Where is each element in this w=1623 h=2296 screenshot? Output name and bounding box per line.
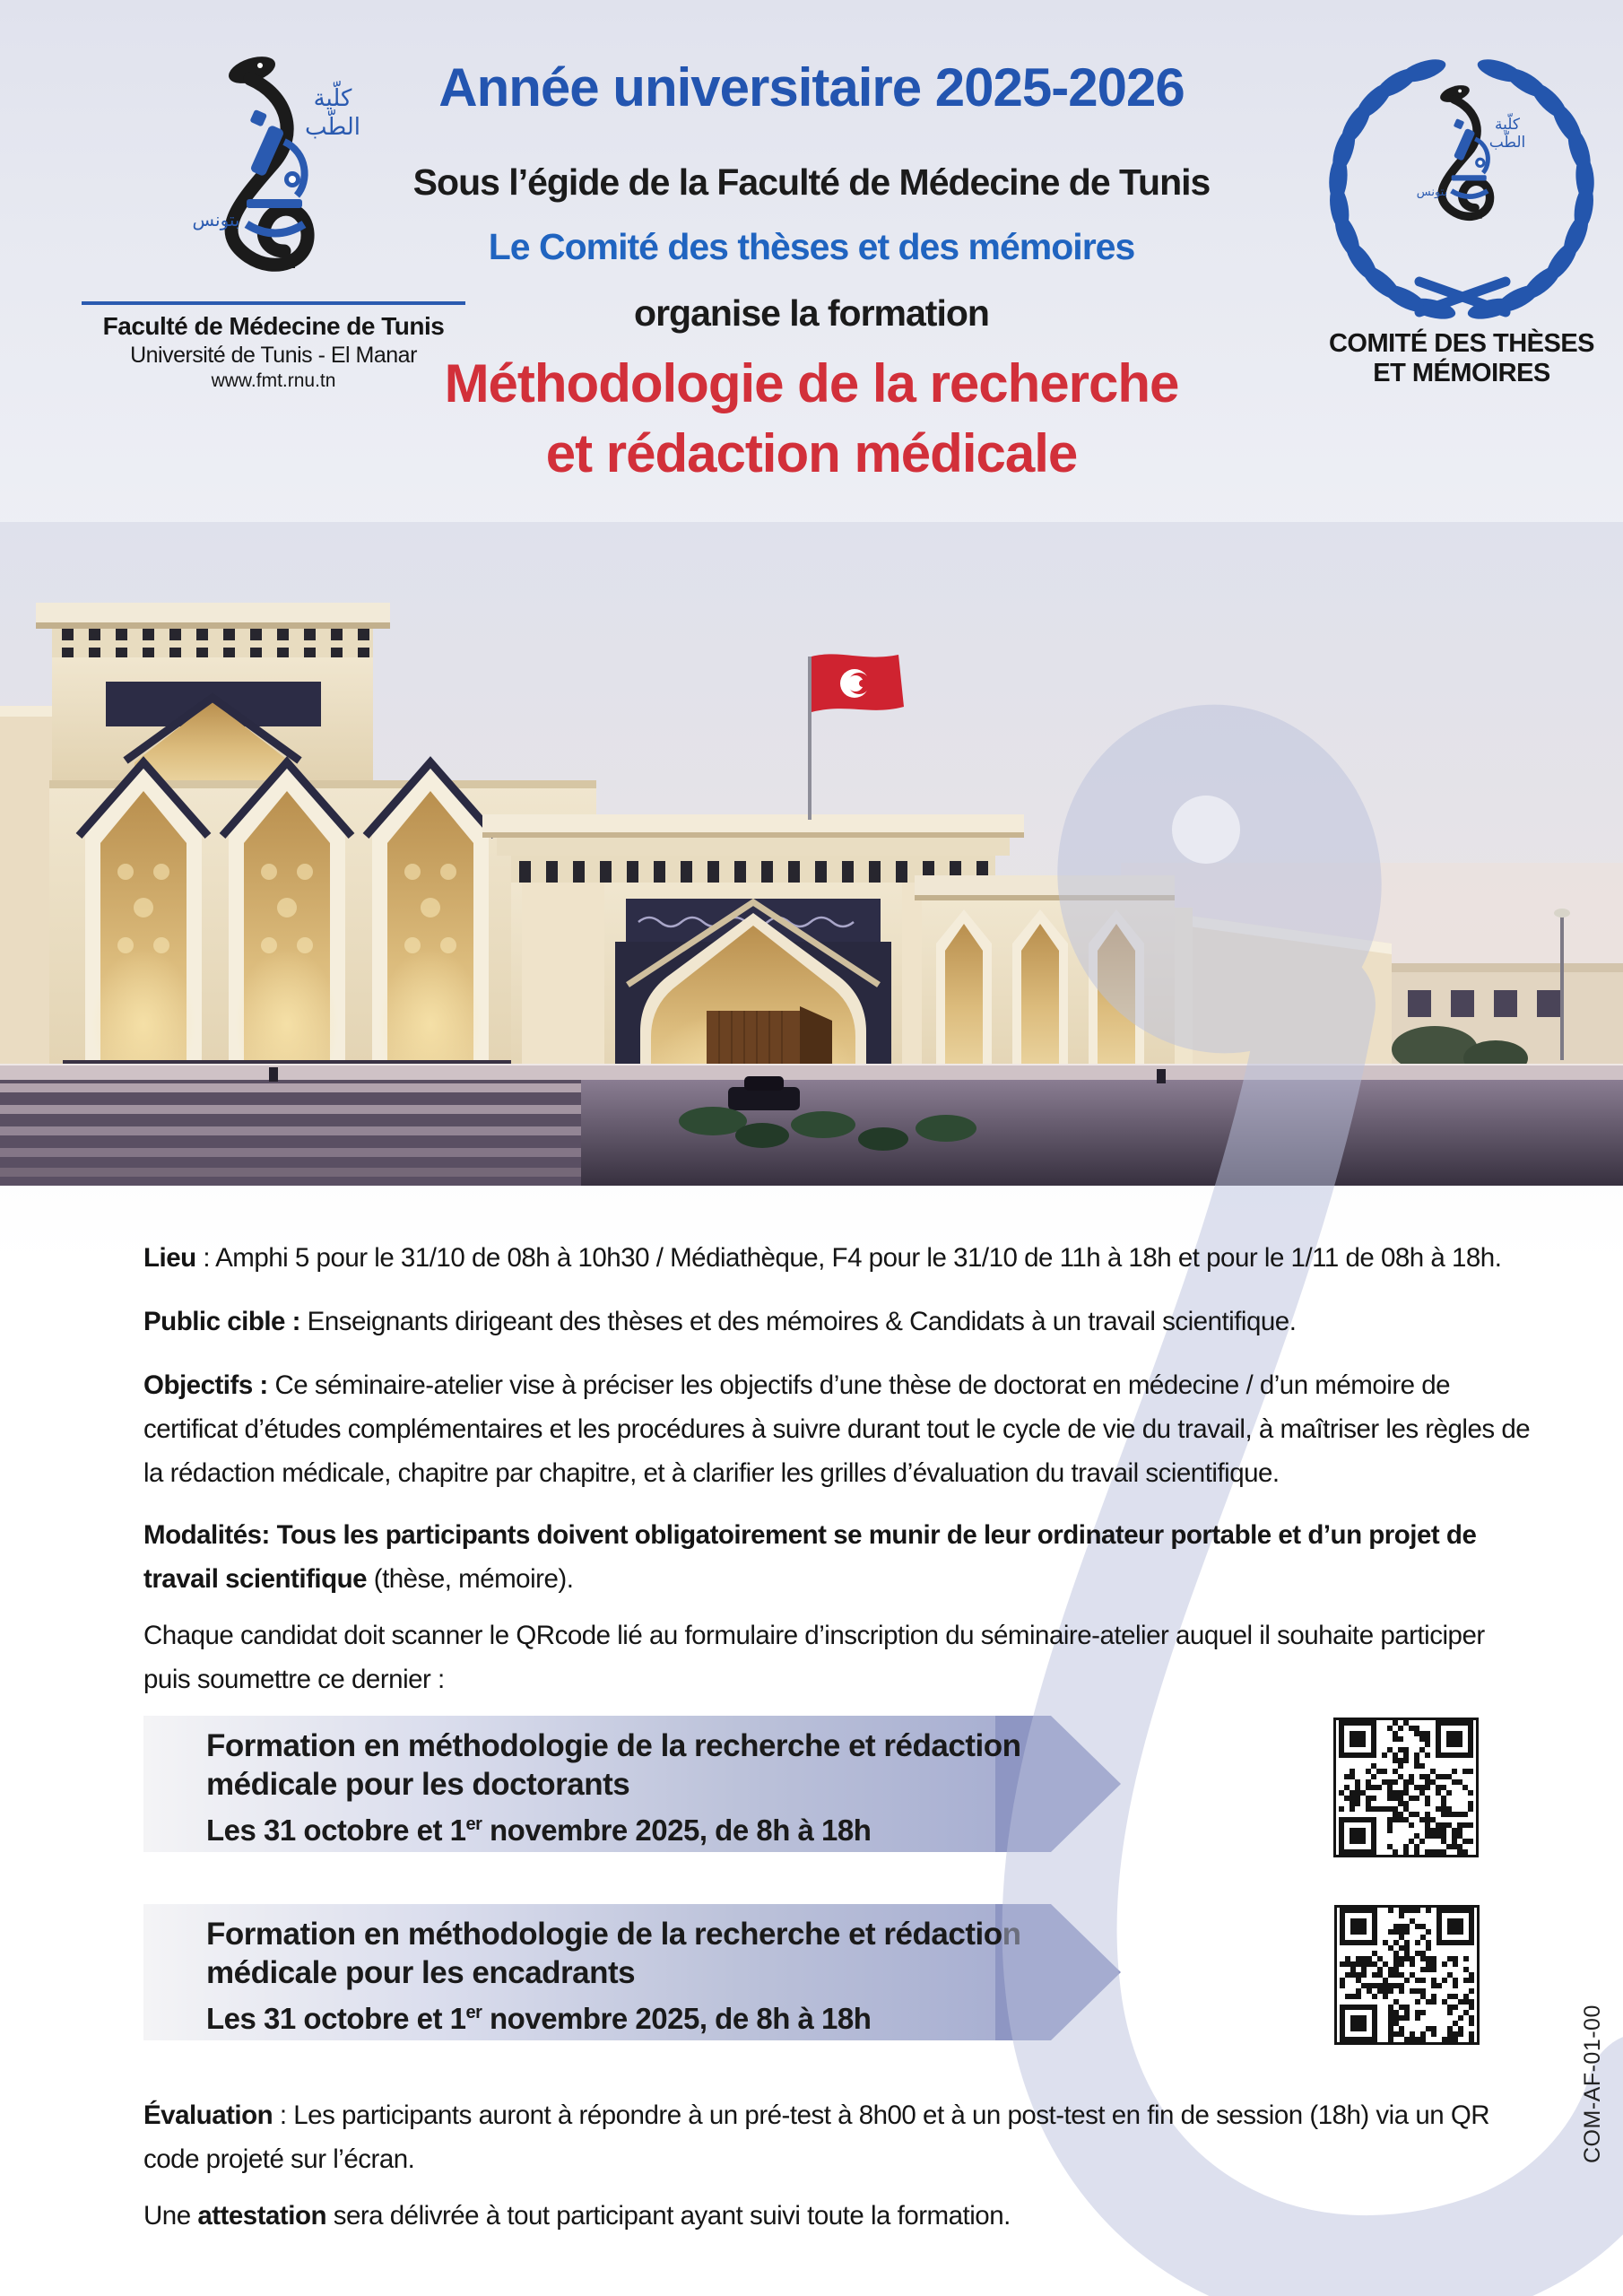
egide-line: Sous l’égide de la Faculté de Médecine de Tunis <box>412 161 1211 203</box>
attestation-bold: attestation <box>197 2201 326 2231</box>
banner-text <box>206 1915 1020 2038</box>
lieu-paragraph <box>143 1236 1532 1280</box>
logo-arabic-text: بتونس <box>192 209 240 230</box>
attestation-prefix: Une <box>143 2201 198 2231</box>
faculty-name: Faculté de Médecine de Tunis <box>102 312 445 340</box>
logo-arabic-text: كلّية <box>313 85 352 112</box>
public-cible-paragraph <box>143 1300 1532 1344</box>
university-name: Université de Tunis - El Manar <box>130 343 417 368</box>
qr-code-doctorants <box>1333 1718 1479 1857</box>
date-prefix: Les 31 octobre et 1 <box>206 1813 466 1847</box>
evaluation-paragraph <box>143 2093 1532 2181</box>
evaluation-text: : Les participants auront à répondre à un pré-test à 8h00 et à un post-test en fin de session (18h) via un QR code projeté sur l’écran. <box>143 2100 1490 2174</box>
banner-date <box>206 1994 1020 2038</box>
public-cible-text: Enseignants dirigeant des thèses et des mémoires & Candidats à un travail scientifique. <box>299 1307 1297 1336</box>
modalites-bold-text: Modalités: Tous les participants doivent obligatoirement se munir de leur ordinateur portable et d’un projet de travail scientifique <box>143 1520 1477 1594</box>
date-suffix: novembre 2025, de 8h à 18h <box>482 1813 872 1847</box>
comite-line: Le Comité des thèses et des mémoires <box>488 226 1135 267</box>
modalites-rest-text: (thèse, mémoire). <box>367 1564 574 1594</box>
evaluation-label: Évaluation <box>143 2100 273 2130</box>
qr-instruction-paragraph: Chaque candidat doit scanner le QRcode lié au formulaire d’inscription du séminaire-atelier auquel il souhaite participer puis soumettre ce dernier : <box>143 1621 1485 1694</box>
logo-arabic-text: الطّب <box>304 114 361 141</box>
fmt-snake-logo-icon <box>157 41 390 298</box>
public-cible-label: Public cible : <box>143 1307 300 1336</box>
date-ordinal: er <box>465 1814 482 1834</box>
objectifs-text: Ce séminaire-atelier vise à préciser les objectifs d’une thèse de doctorat en médecine / d’un mémoire de certificat d’études complémentaires et les procédures à suivre durant tout le cycle de vie du travail, à maîtriser les règles de la rédaction médicale, chapitre par chapitre, et à clarifier les grilles d’évaluation du travail scientifique. <box>143 1370 1531 1488</box>
academic-year-title: Année universitaire 2025-2026 <box>438 57 1185 117</box>
banner-text <box>206 1726 1020 1849</box>
banner-title-line: médicale pour les encadrants <box>206 1955 636 1990</box>
comite-logo-block <box>1302 47 1621 388</box>
body-text <box>143 1236 1532 1701</box>
comite-caption-line1: COMITÉ DES THÈSES <box>1328 329 1595 358</box>
logo-arabic-text: بتونس <box>1416 186 1448 199</box>
banner-title-line: Formation en méthodologie de la recherche et rédaction <box>206 1728 1021 1763</box>
modalites-paragraph <box>143 1513 1532 1601</box>
logo-arabic-text: الطّب <box>1488 134 1526 152</box>
banner-encadrants <box>143 1904 1121 2040</box>
qr-code-encadrants <box>1334 1905 1480 2045</box>
objectifs-label: Objectifs : <box>143 1370 268 1400</box>
date-suffix: novembre 2025, de 8h à 18h <box>482 2002 872 2035</box>
banner-date <box>206 1805 1020 1849</box>
attestation-paragraph <box>143 2194 1532 2238</box>
organise-line: organise la formation <box>634 292 989 334</box>
banner-doctorants <box>143 1716 1121 1852</box>
comite-caption-line2: ET MÉMOIRES <box>1373 359 1550 387</box>
lieu-label: Lieu <box>143 1243 196 1273</box>
banner-title-line: médicale pour les doctorants <box>206 1767 630 1802</box>
comite-wreath-logo-icon <box>1314 47 1610 319</box>
logo-arabic-text: كلّية <box>1495 116 1520 134</box>
date-ordinal: er <box>465 2003 482 2022</box>
main-title-line2: et rédaction médicale <box>545 423 1078 483</box>
banner-title-line: Formation en méthodologie de la recherche et rédaction <box>206 1917 1021 1952</box>
objectifs-paragraph <box>143 1363 1532 1495</box>
lieu-text: : Amphi 5 pour le 31/10 de 08h à 10h30 / Médiathèque, F4 pour le 31/10 de 11h à 18h et pour le 1/11 de 08h à 18h. <box>195 1243 1502 1273</box>
headline-block <box>381 0 1242 511</box>
faculty-building-photo <box>0 522 1623 1186</box>
document-reference-code: COM-AF-01-00 <box>1580 2005 1605 2163</box>
main-title-line1: Méthodologie de la recherche <box>444 353 1179 413</box>
attestation-suffix: sera délivrée à tout participant ayant suivi toute la formation. <box>326 2201 1011 2231</box>
faculty-website: www.fmt.rnu.tn <box>211 370 336 391</box>
footer-text <box>143 2093 1532 2250</box>
date-prefix: Les 31 octobre et 1 <box>206 2002 466 2035</box>
